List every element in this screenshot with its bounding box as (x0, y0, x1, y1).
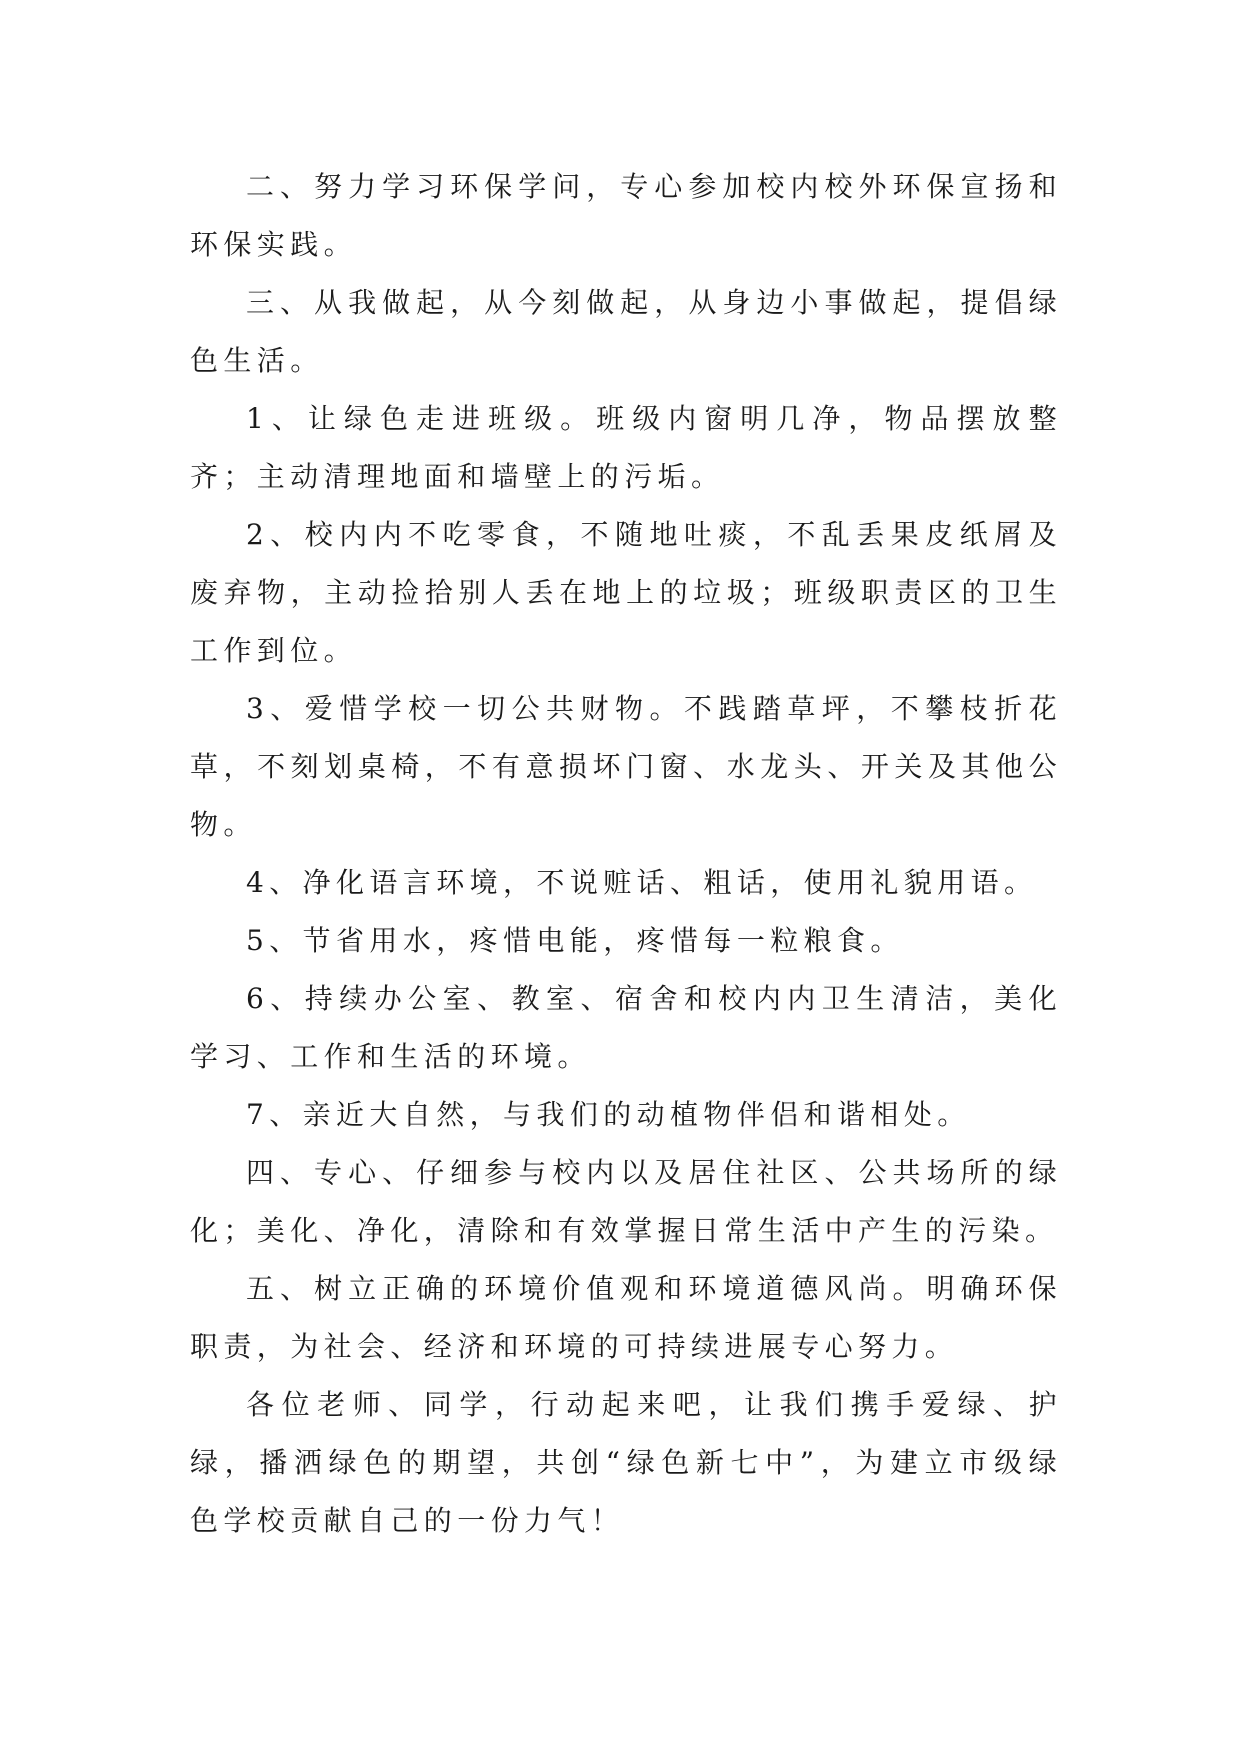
paragraph: 四、专心、仔细参与校内以及居住社区、公共场所的绿化；美化、净化，清除和有效掌握日常生活中产生的污染。 (190, 1156, 1062, 1247)
paragraph: 二、努力学习环保学问，专心参加校内校外环保宣扬和环保实践。 (190, 170, 1062, 261)
paragraph: 1、让绿色走进班级。班级内窗明几净，物品摆放整齐；主动清理地面和墙壁上的污垢。 (190, 402, 1062, 493)
paragraph: 五、树立正确的环境价值观和环境道德风尚。明确环保职责，为社会、经济和环境的可持续进展专心努力。 (190, 1272, 1062, 1363)
paragraph: 3、爱惜学校一切公共财物。不践踏草坪，不攀枝折花草，不刻划桌椅，不有意损坏门窗、水龙头、开关及其他公物。 (190, 692, 1062, 841)
paragraph: 各位老师、同学，行动起来吧，让我们携手爱绿、护绿，播洒绿色的期望，共创“绿色新七中”，为建立市级绿色学校贡献自己的一份力气！ (190, 1388, 1062, 1537)
paragraph: 4、净化语言环境，不说赃话、粗话，使用礼貌用语。 (246, 866, 1038, 899)
paragraph: 6、持续办公室、教室、宿舍和校内内卫生清洁，美化学习、工作和生活的环境。 (190, 982, 1062, 1073)
paragraph: 5、节省用水，疼惜电能，疼惜每一粒粮食。 (246, 924, 904, 957)
paragraph: 2、校内内不吃零食，不随地吐痰，不乱丢果皮纸屑及废弃物，主动捡拾别人丢在地上的垃圾；班级职责区的卫生工作到位。 (190, 518, 1062, 667)
document-body (190, 158, 1062, 1550)
paragraph: 7、亲近大自然，与我们的动植物伴侣和谐相处。 (246, 1098, 971, 1131)
paragraph: 三、从我做起，从今刻做起，从身边小事做起，提倡绿色生活。 (190, 286, 1062, 377)
